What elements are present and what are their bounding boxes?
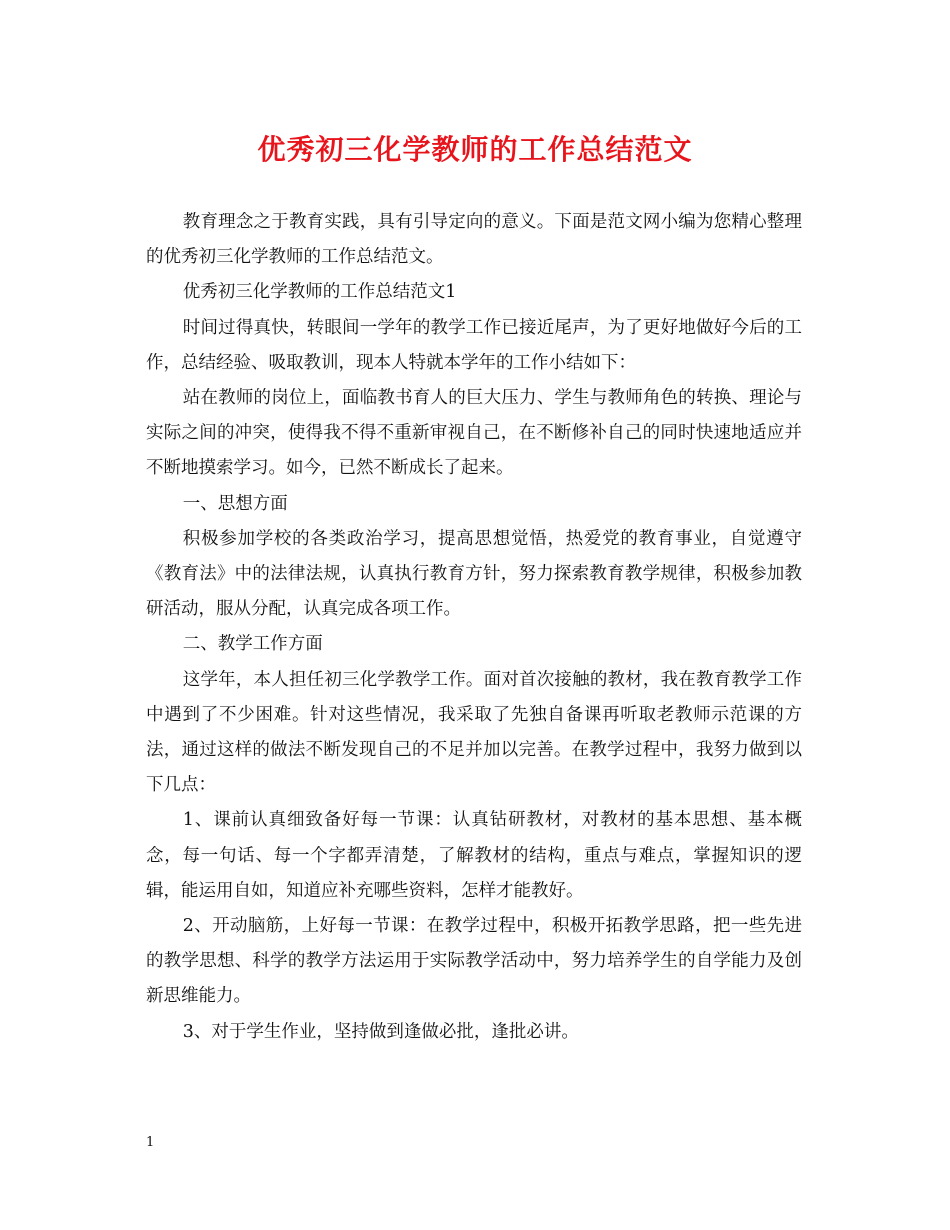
paragraph-teaching: 这学年，本人担任初三化学教学工作。面对首次接触的教材，我在教育教学工作中遇到了不少困难。针对这些情况，我采取了先独自备课再听取老教师示范课的方法，通过这样的做法不断发现自己的不足并加以完善。在教学过程中，我努力做到以下几点： — [146, 669, 802, 796]
paragraph-reflection: 站在教师的岗位上，面临教书育人的巨大压力、学生与教师角色的转换、理论与实际之间的冲突，使得我不得不重新审视自己，在不断修补自己的同时快速地适应并不断地摸索学习。如今，已然不断成长了起来。 — [146, 388, 802, 479]
paragraph-subtitle: 优秀初三化学教师的工作总结范文1 — [182, 282, 457, 303]
list-item-1: 1、课前认真细致备好每一节课：认真钻研教材，对教材的基本思想、基本概念，每一句话、每一个字都弄清楚，了解教材的结构，重点与难点，掌握知识的逻辑，能运用自如，知道应补充哪些资料，怎样才能教好。 — [146, 810, 802, 901]
paragraph-opening: 时间过得真快，转眼间一学年的教学工作已接近尾声，为了更好地做好今后的工作，总结经验、吸取教训，现本人特就本学年的工作小结如下： — [146, 317, 802, 373]
section-heading-thought: 一、思想方面 — [182, 493, 288, 514]
page-number: 1 — [146, 1135, 155, 1150]
document-body — [146, 205, 802, 1050]
paragraph-thought: 积极参加学校的各类政治学习，提高思想觉悟，热爱党的教育事业，自觉遵守《教育法》中的法律法规，认真执行教育方针，努力探索教育教学规律，积极参加教研活动，服从分配，认真完成各项工作。 — [146, 528, 802, 620]
section-heading-teaching: 二、教学工作方面 — [182, 634, 323, 655]
list-item-2: 2、开动脑筋，上好每一节课：在教学过程中，积极开拓教学思路，把一些先进的教学思想、科学的教学方法运用于实际教学活动中，努力培养学生的自学能力及创新思维能力。 — [146, 916, 802, 1007]
document-title: 优秀初三化学教师的工作总结范文 — [257, 133, 693, 166]
list-item-3: 3、对于学生作业，坚持做到逢做必批，逢批必讲。 — [182, 1021, 579, 1042]
paragraph-intro: 教育理念之于教育实践，具有引导定向的意义。下面是范文网小编为您精心整理的优秀初三化学教师的工作总结范文。 — [146, 212, 802, 268]
